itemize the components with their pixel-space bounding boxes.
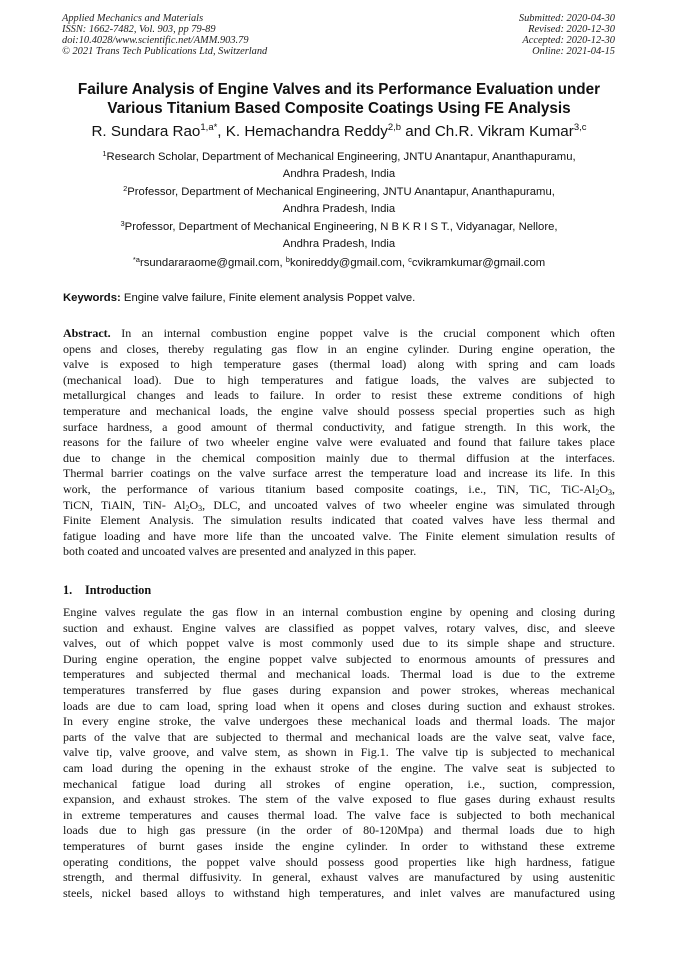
author-emails bbox=[40, 255, 638, 271]
affiliation-1 bbox=[40, 149, 638, 182]
author-superscript: 2,b bbox=[387, 122, 402, 133]
email-link[interactable]: konireddy@gmail.com, bbox=[289, 257, 409, 269]
affiliation-text: Professor, Department of Mechanical Engineering, N B K R I S T., Vidyanagar, Nellore, bbox=[124, 221, 558, 233]
section-heading bbox=[63, 583, 151, 598]
revised-date: Revised: 2020-12-30 bbox=[528, 23, 615, 35]
abstract-line: opens and closes, thereby regulating gas flow in an engine cylinder. During engine operation, the bbox=[63, 341, 615, 356]
title-line: Various Titanium Based Composite Coatings Using FE Analysis bbox=[107, 100, 571, 117]
email-superscript: *a bbox=[132, 255, 140, 264]
author-separator: , bbox=[217, 123, 226, 140]
author-name: R. Sundara Rao bbox=[91, 123, 201, 140]
abstract-line: temperature and mechanical loads, the engine valve should possess special properties such as high bbox=[63, 403, 615, 418]
intro-line: mechanical fatigue load during all strokes of engine operation, i.e., suction, compression, bbox=[63, 776, 615, 791]
affiliation-text: Professor, Department of Mechanical Engineering, JNTU Anantapur, Ananthapuramu, bbox=[127, 186, 555, 198]
submission-dates bbox=[519, 14, 615, 58]
copyright: © 2021 Trans Tech Publications Ltd, Switzerland bbox=[62, 45, 268, 57]
affiliation-superscript: 3 bbox=[120, 219, 125, 228]
accepted-date: Accepted: 2020-12-30 bbox=[522, 34, 615, 46]
author-list bbox=[20, 122, 658, 142]
abstract-line: TiCN, TiAlN, TiN- $Al_2O_3$, DLC, and uncoated valves of two wheeler engine was simulated through bbox=[63, 497, 615, 513]
affiliation-3 bbox=[40, 219, 638, 252]
author-name: Ch.R. Vikram Kumar bbox=[434, 123, 574, 140]
intro-line: temperatures of burnt gases inside the engine cylinder. In order to withstand these extreme bbox=[63, 838, 615, 853]
submitted-date: Submitted: 2020-04-30 bbox=[518, 13, 615, 24]
abstract-line: Finite Element Analysis. The simulation results indicated that coated valves have less thermal and bbox=[63, 513, 615, 528]
issn-volume: ISSN: 1662-7482, Vol. 903, pp 79-89 bbox=[62, 23, 216, 35]
author-superscript: 1,a* bbox=[200, 122, 218, 133]
journal-info bbox=[62, 14, 267, 58]
intro-line: strength, and thermal diffusivity. In general, exhaust valves are manufactured by using austenitic bbox=[63, 870, 615, 885]
abstract-label: Abstract. bbox=[63, 326, 111, 340]
abstract-line: due to change in the chemical composition mainly due to thermal diffusion at the interfaces. bbox=[63, 450, 615, 465]
keywords-text: Engine valve failure, Finite element analysis Poppet valve. bbox=[120, 292, 416, 304]
abstract-line: reasons for the failure of two wheeler engine valve were evaluated and found that failure takes place bbox=[63, 435, 615, 450]
intro-line: During engine operation, the engine poppet valve subjected to enormous amounts of pressures and bbox=[63, 651, 615, 666]
doi[interactable]: doi:10.4028/www.scientific.net/AMM.903.79 bbox=[62, 34, 249, 46]
intro-line: loads due to high gas pressure (in the order of 80-120Mpa) and thermal loads due to high bbox=[63, 823, 615, 838]
intro-line: valve tip, valve groove, and valve stem, as shown in Fig.1. The valve tip is subjected to mechanical bbox=[63, 745, 615, 760]
keywords bbox=[63, 290, 415, 306]
intro-line: cam load during the opening in the exhaust stroke of the engine. The valve seat is subjected to bbox=[63, 760, 615, 775]
author-separator: and bbox=[401, 123, 435, 140]
email-superscript: b bbox=[285, 255, 290, 264]
online-date: Online: 2021-04-15 bbox=[532, 45, 615, 57]
abstract-line: (mechanical load). Due to high temperatures and fatigue loads, the valves are subjected to bbox=[63, 372, 615, 387]
affiliation-text: Andhra Pradesh, India bbox=[282, 202, 396, 215]
intro-line: parts of the valve that are subjected to thermal and mechanical loads are the valve seat, valve face, bbox=[63, 729, 615, 744]
author-name: K. Hemachandra Reddy bbox=[225, 123, 388, 140]
email-link[interactable]: rsundararaome@gmail.com, bbox=[139, 257, 286, 269]
intro-line: valves, out of which poppet valve is most commonly used due to its simple shape and structure. bbox=[63, 636, 615, 651]
affiliation-text: Andhra Pradesh, India bbox=[282, 237, 396, 250]
abstract-line: both coated and uncoated valves are presented and analyzed in this paper. bbox=[63, 544, 417, 559]
abstract bbox=[63, 326, 615, 560]
section-title: Introduction bbox=[85, 583, 152, 597]
intro-line: in extreme temperatures and causes thermal load. The valve face is subjected to both mechanical bbox=[63, 807, 615, 822]
affiliation-2 bbox=[40, 184, 638, 217]
email-superscript: c bbox=[408, 255, 412, 264]
abstract-line: Abstract. In an internal combustion engine poppet valve is the crucial component which often bbox=[63, 326, 615, 340]
abstract-line: valve is exposed to high temperature gases (thermal load) along with spring and cam loads bbox=[63, 357, 615, 372]
title-line: Failure Analysis of Engine Valves and its Performance Evaluation under bbox=[77, 81, 601, 98]
intro-line: operating conditions, the poppet valve should possess good properties like high hardness, fatigue bbox=[63, 854, 615, 869]
intro-line: steels, nickel based alloys to withstand high temperatures, and inlet valves are manufactured using bbox=[63, 885, 615, 900]
intro-line: In every engine stroke, the valve undergoes these mechanical loads and thermal loads. The major bbox=[63, 714, 615, 729]
abstract-line: work, the performance of various titanium based composite coatings, i.e., TiN, TiC, TiC-$Al_2O_3$, bbox=[63, 481, 615, 497]
abstract-line: Thermal barrier coatings on the valve surface arrest the temperature load and increase its life. In this bbox=[63, 466, 615, 481]
abstract-line: surface hardness, a good amount of thermal conductivity, and fatigue strength. In this work, the bbox=[63, 419, 615, 434]
intro-line: loads are due to cam load, spring load when it opens and closes during suction and exhaust strokes. bbox=[63, 698, 615, 713]
journal-name: Applied Mechanics and Materials bbox=[62, 13, 204, 24]
keywords-label: Keywords: bbox=[63, 292, 121, 304]
abstract-line: metallurgical changes and leads to failure. In order to resist these extreme conditions of high bbox=[63, 388, 615, 403]
email-link[interactable]: cvikramkumar@gmail.com bbox=[411, 257, 546, 269]
introduction-body bbox=[63, 605, 615, 901]
intro-line: Engine valves regulate the gas flow in an internal combustion engine by opening and closing during bbox=[63, 605, 615, 619]
paper-title bbox=[40, 80, 638, 118]
intro-line: temperatures transferred by flue gases during expansion and power strokes, whereas mechanical bbox=[63, 682, 615, 697]
affiliation-text: Research Scholar, Department of Mechanical Engineering, JNTU Anantapur, Ananthapuramu, bbox=[106, 151, 576, 163]
author-superscript: 3,c bbox=[573, 122, 587, 133]
affiliation-superscript: 1 bbox=[102, 149, 107, 158]
section-number: 1. bbox=[63, 583, 73, 597]
abstract-line: fatigue loading and have more life than the uncoated valve. The Finite element simulation results of bbox=[63, 528, 615, 543]
affiliation-text: Andhra Pradesh, India bbox=[282, 167, 396, 180]
intro-line: suction and exhaust. Engine valves are classified as poppet valves, rotary valves, disc, and sleeve bbox=[63, 620, 615, 635]
intro-line: expansion, and exhaust strokes. The stem of the valve exposed to flue gases during exhaust results bbox=[63, 792, 615, 807]
intro-line: temperatures and subjected thermal and mechanical loads. Thermal load is due to the extreme bbox=[63, 667, 615, 682]
affiliation-superscript: 2 bbox=[123, 184, 128, 193]
